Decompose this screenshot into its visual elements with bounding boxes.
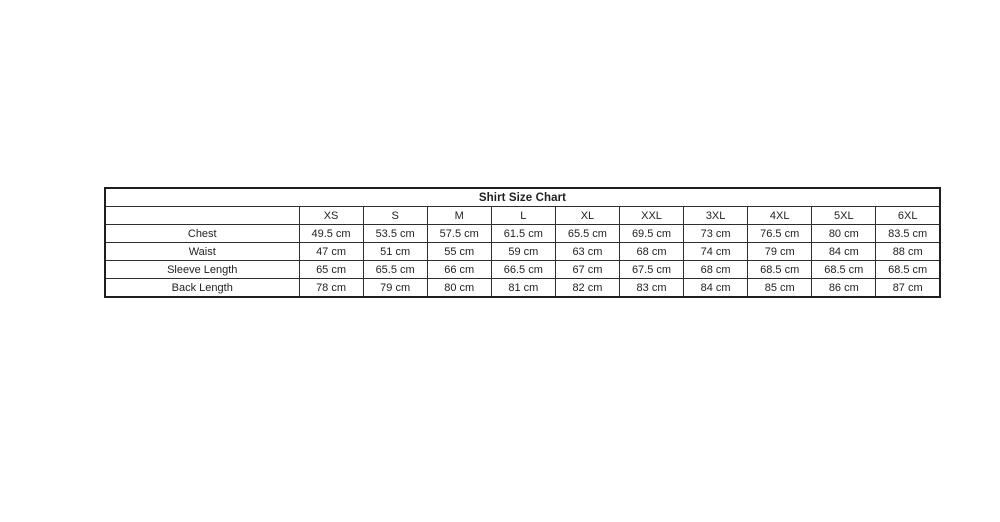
size-value-cell: 79 cm xyxy=(748,243,812,261)
size-value-cell: 65.5 cm xyxy=(555,225,619,243)
table-title: Shirt Size Chart xyxy=(105,188,940,207)
table-row-waist xyxy=(105,243,940,261)
size-value-cell: 76.5 cm xyxy=(748,225,812,243)
size-value-cell: 66 cm xyxy=(427,261,491,279)
size-value-cell: 78 cm xyxy=(299,279,363,298)
size-column-header-5xl: 5XL xyxy=(812,207,876,225)
size-value-cell: 51 cm xyxy=(363,243,427,261)
size-column-header-xs: XS xyxy=(299,207,363,225)
size-value-cell: 47 cm xyxy=(299,243,363,261)
measurement-row-label: Sleeve Length xyxy=(105,261,299,279)
shirt-size-chart-table xyxy=(104,187,941,298)
size-value-cell: 80 cm xyxy=(812,225,876,243)
size-value-cell: 68.5 cm xyxy=(748,261,812,279)
table-row-chest xyxy=(105,225,940,243)
size-value-cell: 84 cm xyxy=(812,243,876,261)
size-value-cell: 57.5 cm xyxy=(427,225,491,243)
size-column-header-l: L xyxy=(491,207,555,225)
size-value-cell: 61.5 cm xyxy=(491,225,555,243)
size-value-cell: 68 cm xyxy=(684,261,748,279)
size-value-cell: 82 cm xyxy=(555,279,619,298)
size-value-cell: 80 cm xyxy=(427,279,491,298)
measurement-row-label: Back Length xyxy=(105,279,299,298)
size-value-cell: 66.5 cm xyxy=(491,261,555,279)
size-value-cell: 67.5 cm xyxy=(619,261,683,279)
size-value-cell: 79 cm xyxy=(363,279,427,298)
size-value-cell: 63 cm xyxy=(555,243,619,261)
size-value-cell: 68 cm xyxy=(619,243,683,261)
size-column-header-6xl: 6XL xyxy=(876,207,940,225)
size-column-header-xl: XL xyxy=(555,207,619,225)
size-value-cell: 85 cm xyxy=(748,279,812,298)
size-value-cell: 88 cm xyxy=(876,243,940,261)
size-value-cell: 83.5 cm xyxy=(876,225,940,243)
size-value-cell: 55 cm xyxy=(427,243,491,261)
size-value-cell: 65.5 cm xyxy=(363,261,427,279)
size-column-header-m: M xyxy=(427,207,491,225)
size-value-cell: 67 cm xyxy=(555,261,619,279)
header-row xyxy=(105,207,940,225)
size-value-cell: 83 cm xyxy=(619,279,683,298)
size-value-cell: 68.5 cm xyxy=(876,261,940,279)
size-value-cell: 86 cm xyxy=(812,279,876,298)
size-value-cell: 69.5 cm xyxy=(619,225,683,243)
size-value-cell: 74 cm xyxy=(684,243,748,261)
size-value-cell: 49.5 cm xyxy=(299,225,363,243)
table-row-back-length xyxy=(105,279,940,298)
size-column-header-s: S xyxy=(363,207,427,225)
measurement-row-label: Chest xyxy=(105,225,299,243)
size-value-cell: 87 cm xyxy=(876,279,940,298)
size-value-cell: 84 cm xyxy=(684,279,748,298)
size-column-header-xxl: XXL xyxy=(619,207,683,225)
corner-blank-cell xyxy=(105,207,299,225)
table-row-sleeve-length xyxy=(105,261,940,279)
size-column-header-3xl: 3XL xyxy=(684,207,748,225)
size-value-cell: 81 cm xyxy=(491,279,555,298)
measurement-row-label: Waist xyxy=(105,243,299,261)
size-value-cell: 68.5 cm xyxy=(812,261,876,279)
size-value-cell: 53.5 cm xyxy=(363,225,427,243)
size-value-cell: 73 cm xyxy=(684,225,748,243)
size-value-cell: 65 cm xyxy=(299,261,363,279)
size-value-cell: 59 cm xyxy=(491,243,555,261)
size-column-header-4xl: 4XL xyxy=(748,207,812,225)
title-row xyxy=(105,188,940,207)
